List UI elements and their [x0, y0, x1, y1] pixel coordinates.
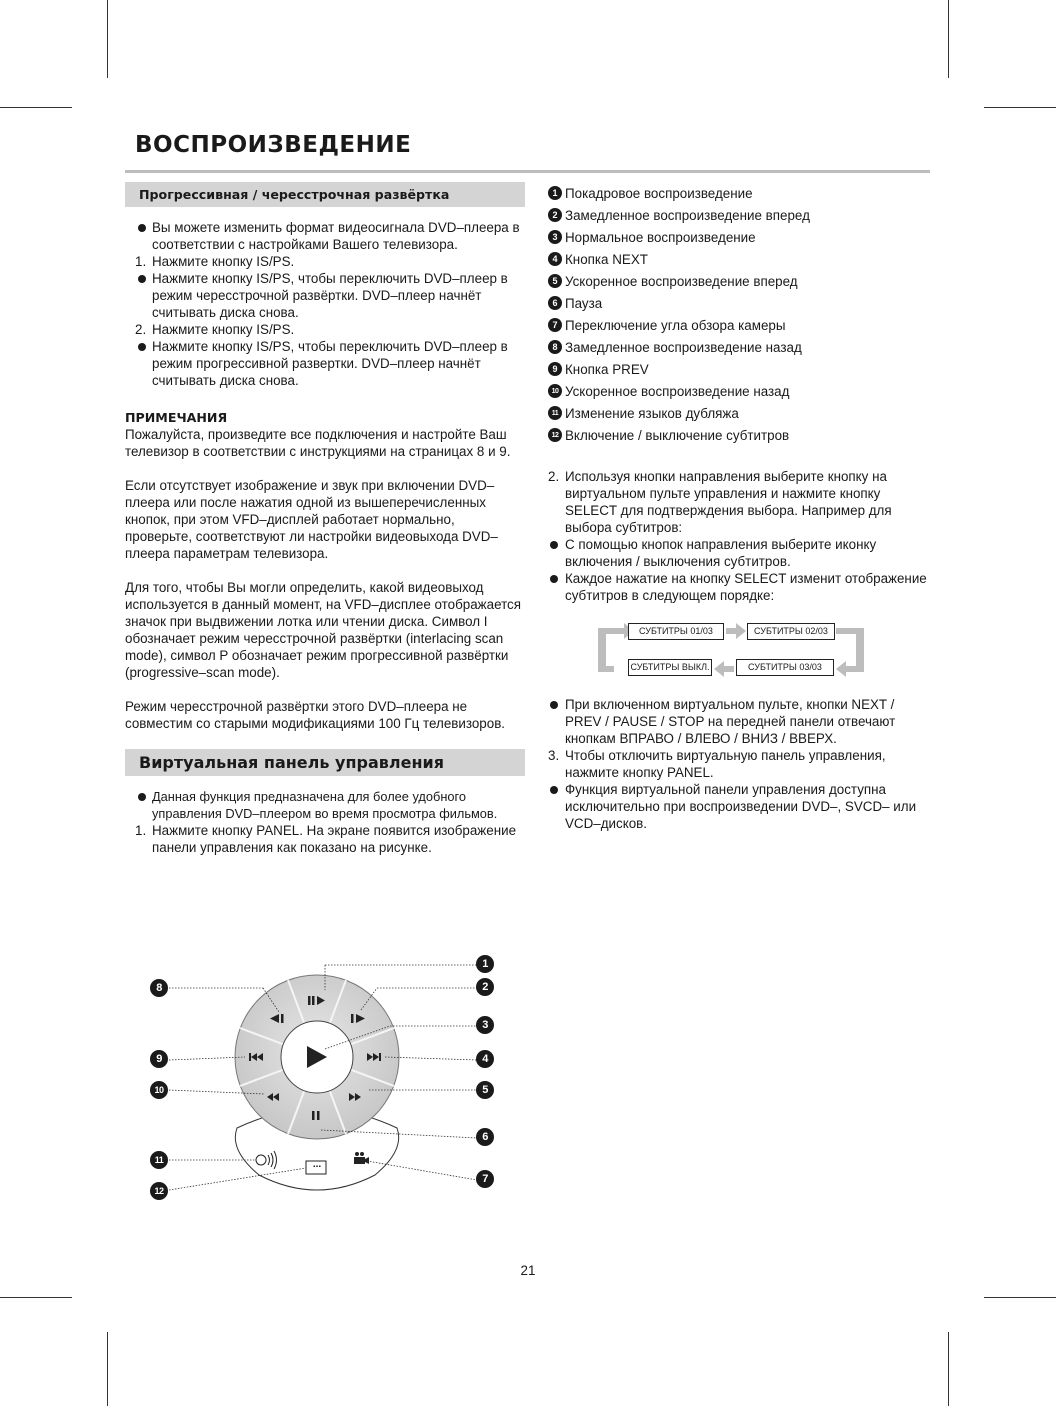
subtitle-state-2: СУБТИТРЫ 02/03: [747, 623, 835, 640]
list-item: Данная функция предназначена для более удобного управления DVD–плеером во время просмотра фильмов.: [125, 788, 525, 822]
bullet: [550, 786, 558, 794]
virtual-panel-list: [125, 788, 525, 856]
list-item: Нажмите кнопку IS/PS, чтобы переключить DVD–плеер в режим чересстрочной развёртки. DVD–плеер начнёт считывать диска снова.: [125, 270, 525, 321]
list-item: Каждое нажатие на кнопку SELECT изменит отображение субтитров в следующем порядке:: [548, 570, 928, 604]
bullet: [550, 575, 558, 583]
legend-item: 8 Замедленное воспроизведение назад: [548, 336, 928, 358]
crop-mark: [984, 1297, 1056, 1298]
subtitle-state-3: СУБТИТРЫ 03/03: [736, 659, 834, 676]
legend-item: 2 Замедленное воспроизведение вперед: [548, 204, 928, 226]
legend-item: 5 Ускоренное воспроизведение вперед: [548, 270, 928, 292]
list-item: 1. Нажмите кнопку PANEL. На экране появится изображение панели управления как показано на рисунке.: [135, 823, 517, 855]
list-item: Вы можете изменить формат видеосигнала DVD–плеера в соответствии с настройками Вашего телевизора.: [125, 219, 525, 253]
legend-item: 3 Нормальное воспроизведение: [548, 226, 928, 248]
list-item: Нажмите кнопку IS/PS, чтобы переключить DVD–плеер в режим прогрессивной развертки. DVD–плеер начнёт считывать диска снова.: [125, 338, 525, 389]
page-title: ВОСПРОИЗВЕДЕНИЕ: [135, 132, 412, 158]
virtual-remote-diagram: [135, 950, 505, 1210]
callout-1: 1: [476, 955, 494, 973]
notes-paragraph: Для того, чтобы Вы могли определить, какой видеовыход используется в данный момент, на VFD–дисплее отображается значок при выдвижении лотка или чтении диска. Символ I обозначает режим чересстрочной развёртки (interlacing scan mode), символ P обозначает режим прогрессивной развёртки (progressive–scan mode).: [125, 580, 521, 680]
steps-list-b: [548, 696, 928, 832]
subtitle-cycle-diagram: [548, 610, 928, 682]
steps-list-a: [548, 468, 928, 604]
callout-5: 5: [476, 1081, 494, 1099]
list-item: 3. Чтобы отключить виртуальную панель управления, нажмите кнопку PANEL.: [548, 748, 886, 780]
callout-4: 4: [476, 1050, 494, 1068]
title-divider: [125, 170, 930, 173]
callout-11: 11: [150, 1151, 168, 1169]
bullet: [550, 541, 558, 549]
list-item: 2. Нажмите кнопку IS/PS.: [135, 322, 295, 337]
remote-drawing: [135, 950, 505, 1210]
button-legend: [548, 182, 928, 446]
notes-title: ПРИМЕЧАНИЯ: [125, 410, 228, 425]
callout-10: 10: [150, 1081, 168, 1099]
bullet: [138, 224, 146, 232]
legend-item: 7 Переключение угла обзора камеры: [548, 314, 928, 336]
legend-item: 6 Пауза: [548, 292, 928, 314]
legend-item: 9 Кнопка PREV: [548, 358, 928, 380]
notes-paragraph: Если отсутствует изображение и звук при включении DVD–плеера или после нажатия одной из вышеперечисленных кнопок, при этом VFD–дисплей работает нормально, проверьте, соответствуют ли настройки видеовыхода DVD–плеера параметрам телевизора.: [125, 478, 498, 561]
crop-mark: [107, 1332, 108, 1406]
legend-item: 10 Ускоренное воспроизведение назад: [548, 380, 928, 402]
crop-mark: [984, 107, 1056, 108]
list-item: Функция виртуальной панели управления доступна исключительно при воспроизведении DVD–, SVCD– или VCD–дисков.: [548, 781, 928, 832]
notes-paragraph: Режим чересстрочной развёртки этого DVD–плеера не совместим со старыми модификациями 100 Гц телевизоров.: [125, 699, 506, 731]
list-item: 1. Нажмите кнопку IS/PS.: [135, 254, 295, 269]
callout-2: 2: [476, 978, 494, 996]
legend-item: 4 Кнопка NEXT: [548, 248, 928, 270]
legend-item: 11 Изменение языков дубляжа: [548, 402, 928, 424]
callout-3: 3: [476, 1016, 494, 1034]
list-item: При включенном виртуальном пульте, кнопки NEXT / PREV / PAUSE / STOP на передней панели отвечают кнопкам ВПРАВО / ВЛЕВО / ВНИЗ / ВВЕРХ.: [548, 696, 928, 747]
list-item: С помощью кнопок направления выберите иконку включения / выключения субтитров.: [548, 536, 928, 570]
virtual-panel-section-header: Виртуальная панель управления: [125, 749, 525, 776]
callout-9: 9: [150, 1050, 168, 1068]
crop-mark: [0, 107, 72, 108]
subtitle-state-off: СУБТИТРЫ ВЫКЛ.: [628, 659, 712, 676]
notes-paragraph: Пожалуйста, произведите все подключения и настройте Ваш телевизор в соответствии с инструкциями на страницах 8 и 9.: [125, 427, 511, 459]
subtitle-state-1: СУБТИТРЫ 01/03: [628, 623, 724, 640]
right-column: [548, 182, 928, 832]
crop-mark: [0, 1297, 72, 1298]
callout-7: 7: [476, 1170, 494, 1188]
left-column: [125, 182, 525, 856]
bullet: [138, 275, 146, 283]
bullet: [138, 793, 146, 801]
list-item: 2. Используя кнопки направления выберите кнопку на виртуальном пульте управления и нажмите кнопку SELECT для подтверждения выбора. Например для выбора субтитров:: [548, 469, 892, 535]
bullet: [550, 701, 558, 709]
page-number: 21: [520, 1263, 536, 1278]
subtitle-icon-label: ...: [312, 1159, 322, 1170]
crop-mark: [948, 1332, 949, 1406]
progressive-section-header: Прогрессивная / чересстрочная развёртка: [125, 182, 525, 207]
bullet: [138, 343, 146, 351]
progressive-list: [125, 219, 525, 389]
crop-mark: [948, 0, 949, 78]
callout-8: 8: [150, 979, 168, 997]
legend-item: 12 Включение / выключение субтитров: [548, 424, 928, 446]
callout-12: 12: [150, 1182, 168, 1200]
legend-item: 1 Покадровое воспроизведение: [548, 182, 928, 204]
callout-6: 6: [476, 1128, 494, 1146]
crop-mark: [107, 0, 108, 78]
